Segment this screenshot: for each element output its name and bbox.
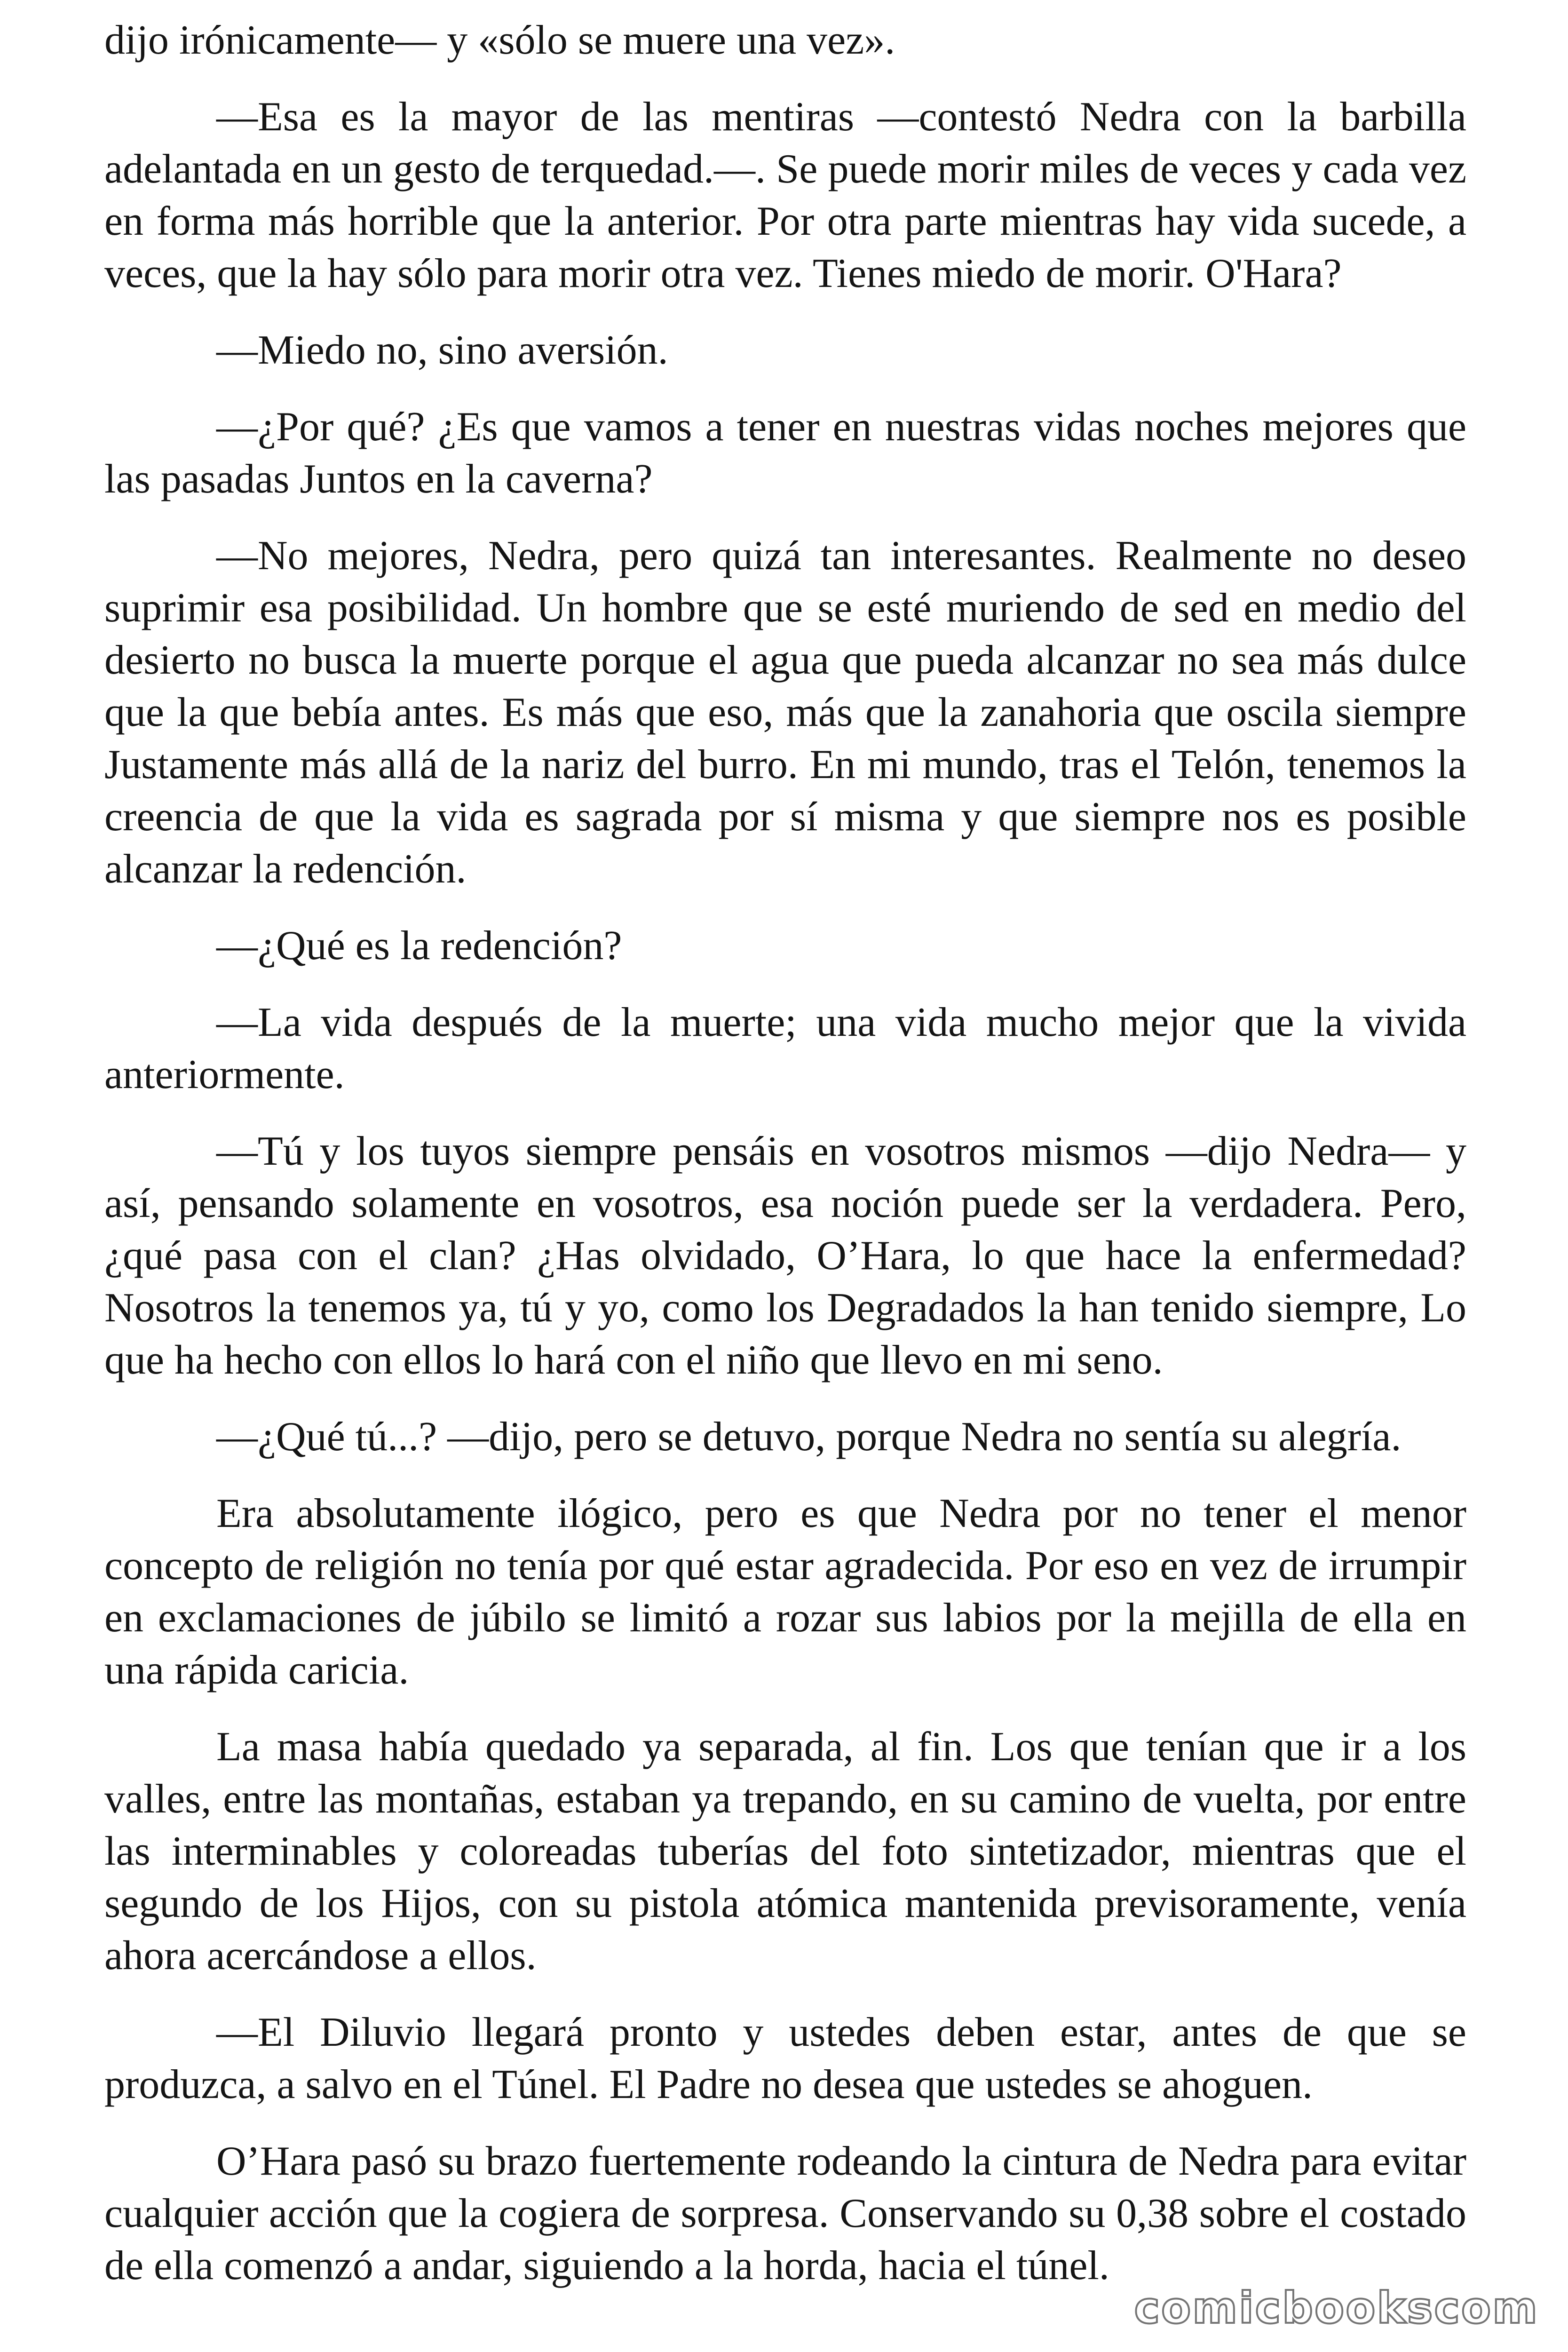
paragraph-5: —No mejores, Nedra, pero quizá tan interesantes. Realmente no deseo suprimir esa posibilidad. Un hombre que se esté muriendo de sed en medio del desierto no busca la muerte porque el agua que pueda alcanzar no sea más dulce que la que bebía antes. Es más que eso, más que la zanahoria que oscila siempre Justamente más allá de la nariz del burro. En mi mundo, tras el Telón, tenemos la creencia de que la vida es sagrada por sí misma y que siempre nos es posible alcanzar la redención. — [104, 533, 1466, 892]
paragraph-8: —Tú y los tuyos siempre pensáis en vosotros mismos —dijo Nedra— y así, pensando solamente en vosotros, esa noción puede ser la verdadera. Pero, ¿qué pasa con el clan? ¿Has olvidado, O’Hara, lo que hace la enfermedad? Nosotros la tenemos ya, tú y yo, como los Degradados la han tenido siempre, Lo que ha hecho con ellos lo hará con el niño que llevo en mi seno. — [104, 1128, 1466, 1383]
paragraph-10: Era absolutamente ilógico, pero es que Nedra por no tener el menor concepto de religión no tenía por qué estar agradecida. Por eso en vez de irrumpir en exclamaciones de júbilo se limitó a rozar sus labios por la mejilla de ella en una rápida caricia. — [104, 1491, 1466, 1693]
paragraph-12: —El Diluvio llegará pronto y ustedes deben estar, antes de que se produzca, a salvo en el Túnel. El Padre no desea que ustedes se ahoguen. — [104, 2010, 1466, 2107]
paragraph-11: La masa había quedado ya separada, al fin. Los que tenían que ir a los valles, entre las montañas, estaban ya trepando, en su camino de vuelta, por entre las interminables y coloreadas tuberías del foto sintetizador, mientras que el segundo de los Hijos, con su pistola atómica mantenida previsoramente, venía ahora acercándose a ellos. — [104, 1724, 1466, 1979]
paragraph-1: dijo irónicamente— y «sólo se muere una vez». — [104, 17, 895, 63]
body-text — [104, 14, 1466, 2316]
paragraph-13: O’Hara pasó su brazo fuertemente rodeando la cintura de Nedra para evitar cualquier acción que la cogiera de sorpresa. Conservando su 0,38 sobre el costado de ella comenzó a andar, siguiendo a la horda, hacia el túnel. — [104, 2138, 1466, 2288]
watermark-logo: comicbookscom — [1134, 2283, 1539, 2333]
paragraph-2: —Esa es la mayor de las mentiras —contestó Nedra con la barbilla adelantada en un gesto de terquedad.—. Se puede morir miles de veces y cada vez en forma más horrible que la anterior. Por otra parte mientras hay vida sucede, a veces, que la hay sólo para morir otra vez. Tienes miedo de morir. O'Hara? — [104, 94, 1466, 296]
paragraph-6: —¿Qué es la redención? — [216, 923, 622, 969]
paragraph-7: —La vida después de la muerte; una vida mucho mejor que la vivida anteriormente. — [104, 1000, 1466, 1097]
paragraph-9: —¿Qué tú...? —dijo, pero se detuvo, porque Nedra no sentía su alegría. — [216, 1414, 1402, 1460]
paragraph-4: —¿Por qué? ¿Es que vamos a tener en nuestras vidas noches mejores que las pasadas Juntos en la caverna? — [104, 404, 1466, 502]
paragraph-3: —Miedo no, sino aversión. — [216, 327, 668, 373]
